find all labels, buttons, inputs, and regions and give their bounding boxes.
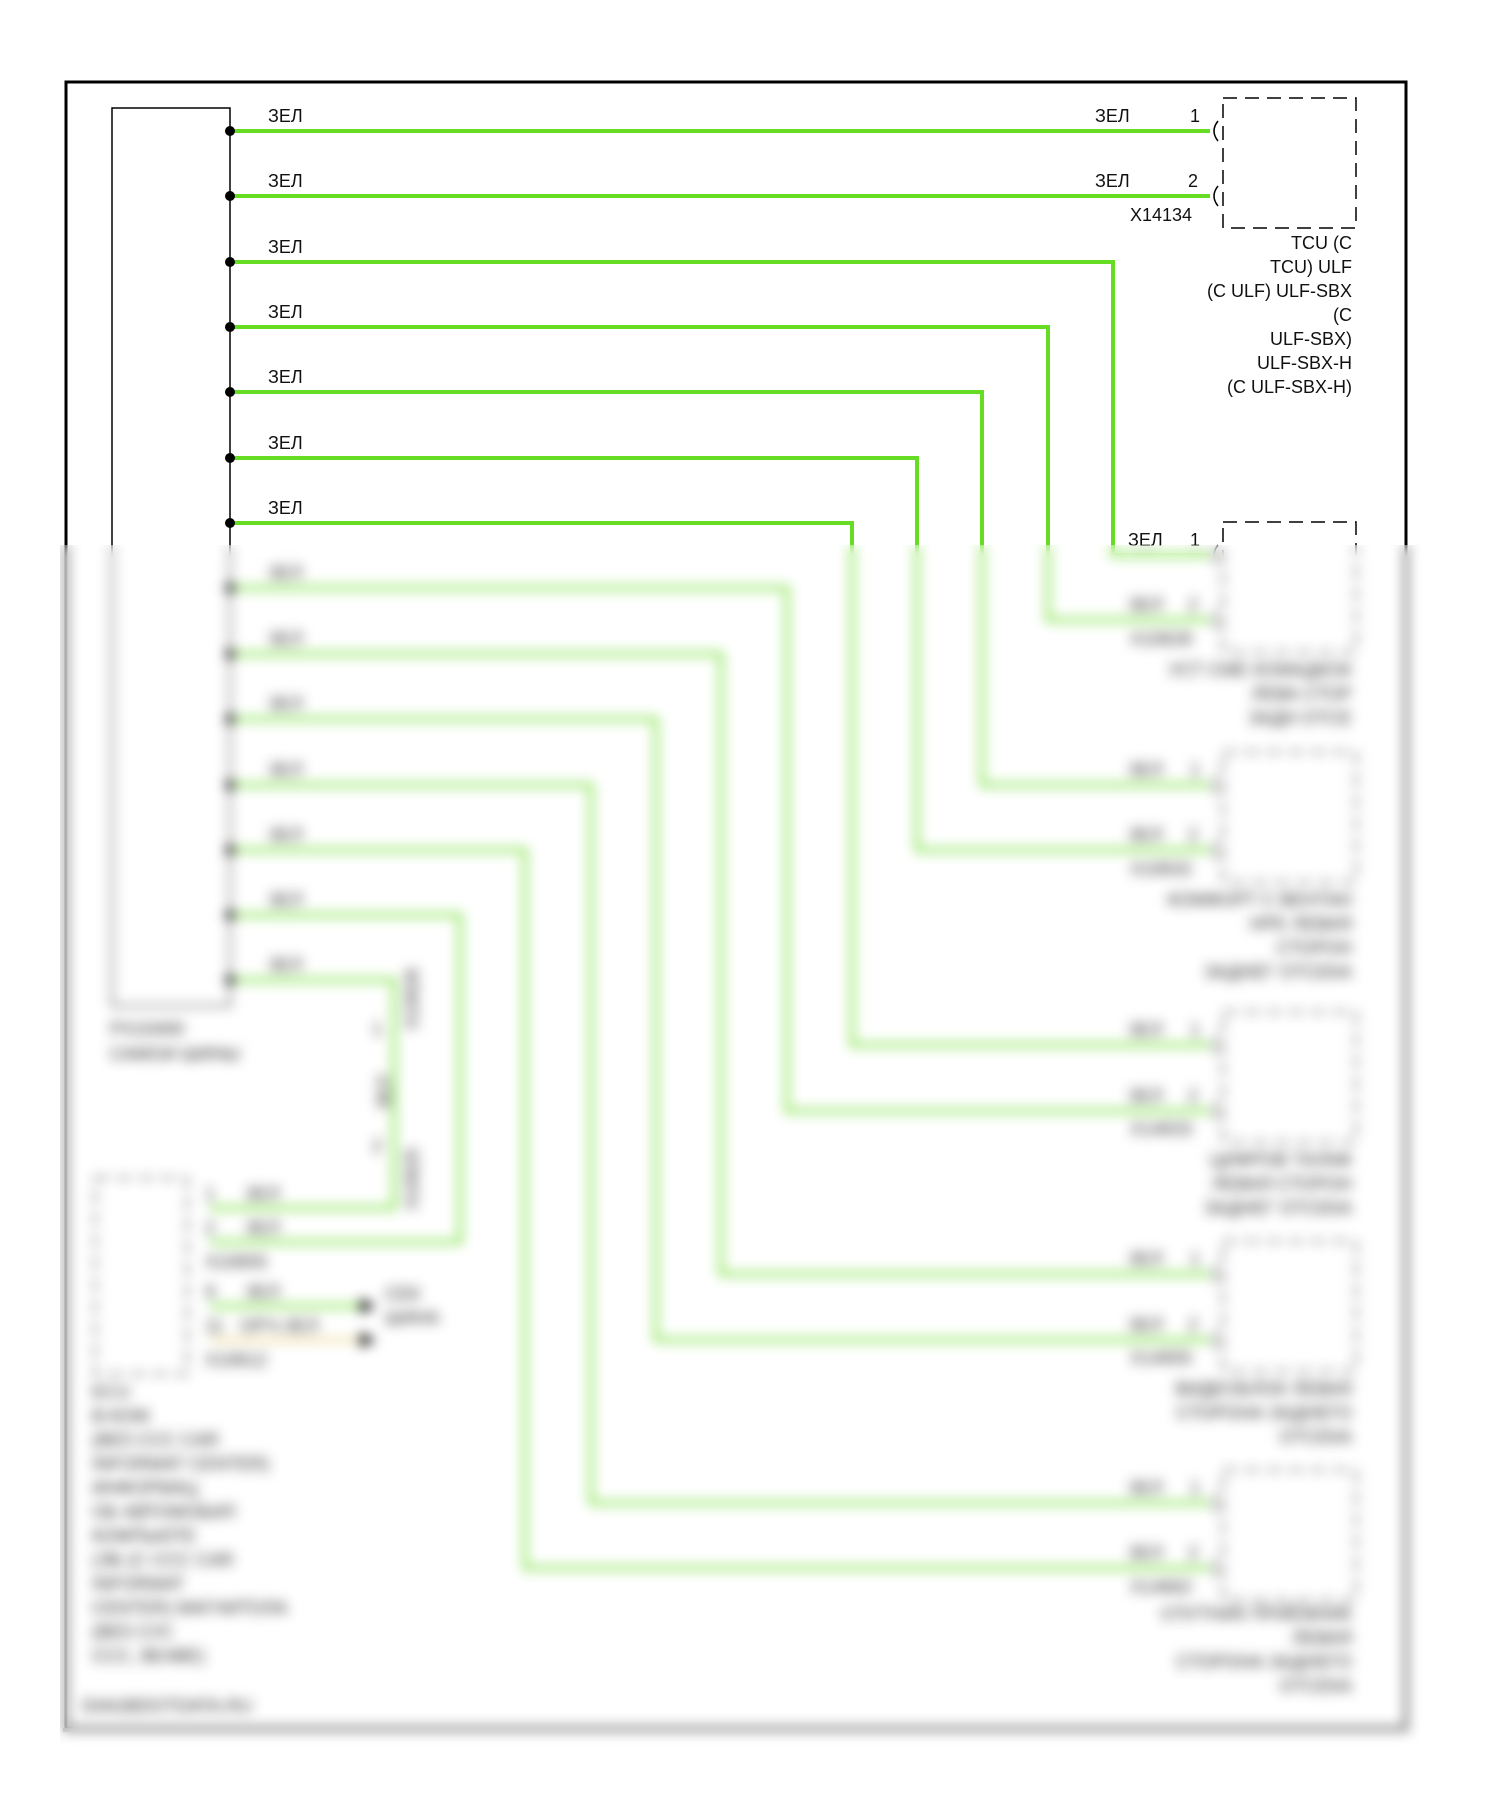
- component-caption-line: ЛЕВА СТОР: [1251, 684, 1352, 704]
- component-caption-line: ЗАДНЕГ ОТСЕКА: [1204, 962, 1352, 982]
- pin-number: 2: [1188, 595, 1199, 615]
- wire-label: ЗЕЛ: [268, 760, 303, 780]
- component-caption-line: В-КОМ: [92, 1406, 150, 1426]
- wire-label: ЗЕЛ: [1128, 760, 1163, 780]
- blur-overlay: [60, 545, 1480, 1814]
- pin-number: 1: [1190, 760, 1201, 780]
- component-caption-line: КОМПЬЮТЕ: [92, 1526, 197, 1546]
- splice-dot: [225, 126, 235, 136]
- wire-label: ЗЕЛ: [268, 433, 303, 453]
- splice-id: PX10400: [110, 1019, 185, 1039]
- inline-upper-id: X10626: [402, 967, 422, 1030]
- wire-label: ЗЕЛ: [1095, 106, 1130, 126]
- inline-pin: 2: [372, 1136, 383, 1156]
- wire-label: ЗЕЛ: [268, 171, 303, 191]
- component-caption-line: КОМФОРТ С ВЕНТАН: [1167, 890, 1352, 910]
- pin-number: 2: [1188, 1315, 1199, 1335]
- wire-label: ЗЕЛ: [1128, 1020, 1163, 1040]
- component-box: [1223, 98, 1356, 228]
- wire-label: ЗЕЛ: [1128, 1086, 1163, 1106]
- component-caption-line: НРЕ ЛЕВАЯ: [1249, 914, 1352, 934]
- pin-number: 2: [1188, 1543, 1199, 1563]
- connector-id: X14655: [1130, 1348, 1193, 1368]
- component-caption-line: ЦИФРОВ ТАЛАФ: [1209, 1150, 1352, 1170]
- component-caption-line: ИНФОРМАЦ: [92, 1478, 198, 1498]
- wire-label: ЗЕЛ: [1095, 171, 1130, 191]
- wire-label: ЗЕЛ: [1128, 1315, 1163, 1335]
- pin-number: 11: [205, 1316, 224, 1336]
- component-caption-line: TCU (C: [1291, 233, 1352, 253]
- component-caption-line: ULF-SBX): [1269, 329, 1352, 349]
- arrow-label-2: ШИНА: [385, 1308, 440, 1328]
- arrow-label-1: СЕК: [385, 1284, 421, 1304]
- component-caption-line: СТОРОНА ЗАДНЕГО: [1176, 1403, 1352, 1423]
- component-caption-line: (C: [1333, 305, 1352, 325]
- component-caption-line: (ВЕ5 СУС: [92, 1622, 174, 1642]
- component-caption-line: СТОРОНА ЗАДНЕГО: [1176, 1652, 1352, 1672]
- component-caption-line: (C ULF-SBX-H): [1227, 377, 1352, 397]
- wire-label: ЗЕЛ: [1128, 595, 1163, 615]
- wire-label: ЗЕЛ: [268, 890, 303, 910]
- splice-dot: [225, 322, 235, 332]
- splice-dot: [225, 257, 235, 267]
- connector-id: X10628: [1130, 629, 1193, 649]
- splice-dot: [225, 387, 235, 397]
- component-caption-line: ЛЕВАЯ: [1291, 1628, 1352, 1648]
- pin-number: 1: [1190, 1249, 1201, 1269]
- wire-label: ЗЕЛ: [1128, 1543, 1163, 1563]
- component-caption-line: ВИДЕОБЛОК ЛЕВАЯ: [1175, 1379, 1352, 1399]
- pin-number: 2: [1188, 171, 1199, 191]
- wire-label: ЗЕЛ: [1128, 1249, 1163, 1269]
- component-caption-line: ЛЕВАЯ СТОРОН: [1211, 1174, 1352, 1194]
- component-caption-line: ULF-SBX-H: [1256, 353, 1352, 373]
- connector-id: X10632: [1130, 859, 1193, 879]
- wire-label: ЗЕЛ: [268, 629, 303, 649]
- wire-label: ЗЕЛ: [245, 1282, 280, 1302]
- splice-dot: [225, 453, 235, 463]
- wire-label: ЗЕЛ: [268, 955, 303, 975]
- splice-dot: [225, 518, 235, 528]
- component-caption-line: ССС, ВЕ4ВЕ): [92, 1646, 206, 1666]
- wire-label: ЗЕЛ: [1128, 825, 1163, 845]
- wire-label: ЗЕЛ: [245, 1184, 280, 1204]
- component-caption-line: INFORMAT: [92, 1574, 185, 1594]
- splice-dot: [225, 191, 235, 201]
- connector-id: X14134: [1130, 205, 1193, 225]
- pin-number: 1: [1190, 1020, 1201, 1040]
- pin-number: 1: [1190, 1478, 1201, 1498]
- component-caption-line: ЗАДН ОТСЕ: [1248, 708, 1352, 728]
- component-caption-line: (ВЕ5 ССС CAR: [92, 1430, 220, 1450]
- component-caption-line: ЗАДНЕГ ОТСЕКА: [1204, 1198, 1352, 1218]
- component-caption-line: ОТСЕКА: [1279, 1427, 1352, 1447]
- pin-number: 2: [205, 1218, 216, 1238]
- component-caption-line: INFORMAT CENTER): [92, 1454, 270, 1474]
- wire-label: ЗЕЛ: [268, 302, 303, 322]
- splice-caption: САМОИ ШИНЫ: [110, 1044, 240, 1064]
- connector-id: X14662: [1130, 1577, 1193, 1597]
- wire-label: ЗЕЛ: [268, 694, 303, 714]
- wire-label: ЗЕЛ: [245, 1218, 280, 1238]
- component-caption-line: УСТ СМЕ КОМАДКОК: [1168, 660, 1352, 680]
- component-caption-line: CENTER) МАГНИТОЛА: [92, 1598, 288, 1618]
- inline-lower-id: X10625: [402, 1147, 422, 1210]
- connector-id: X14633: [1130, 1119, 1193, 1139]
- wire-label: ЗЕЛ: [1128, 1478, 1163, 1498]
- component-caption-line: (C ULF) ULF-SBX: [1206, 281, 1352, 301]
- component-caption-line: СТОРОН: [1276, 938, 1352, 958]
- pin-number: 2: [1188, 825, 1199, 845]
- wire-label: ЗЕЛ: [268, 563, 303, 583]
- component-caption-line: TCU) ULF: [1270, 257, 1352, 277]
- wire-label: ЗЕЛ: [268, 367, 303, 387]
- pin-number: 9: [205, 1282, 216, 1302]
- wire-label: ЗЕЛ: [268, 237, 303, 257]
- component-caption-line: (ЭБ (С ССС CAR: [92, 1550, 234, 1570]
- wire-label: ЗЕЛ: [268, 498, 303, 518]
- connector-id: X10655: [205, 1252, 268, 1272]
- component-caption-line: ECU: [92, 1382, 131, 1402]
- pin-number: 1: [1190, 106, 1201, 126]
- wire-label: ЗЕЛ: [268, 106, 303, 126]
- pin-number: 2: [1188, 1086, 1199, 1106]
- component-caption-line: СПУТНИК ПРИЁМНИК: [1160, 1604, 1352, 1624]
- pin-number: 1: [205, 1184, 216, 1204]
- wire-3: [230, 262, 1210, 555]
- component-caption-line: ОБ АВТОМОБИЛ: [92, 1502, 236, 1522]
- wire-label: ЗЕЛ: [268, 825, 303, 845]
- wire-label: ОРЧ-ЗЕЛ: [240, 1316, 319, 1336]
- connector-x14134: [1095, 98, 1356, 397]
- inline-wire-label: ЗЕЛ: [374, 1075, 394, 1110]
- pin-bracket: [1214, 121, 1218, 206]
- watermark: DIAGBDOTDATA.RU: [82, 1696, 253, 1716]
- component-caption-line: ОТСЕКА: [1279, 1676, 1352, 1696]
- connector-id: X10612: [205, 1350, 268, 1370]
- inline-pin: 1: [372, 1019, 383, 1039]
- pin-number: 1: [1190, 530, 1201, 550]
- wire-label: ЗЕЛ: [1128, 530, 1163, 550]
